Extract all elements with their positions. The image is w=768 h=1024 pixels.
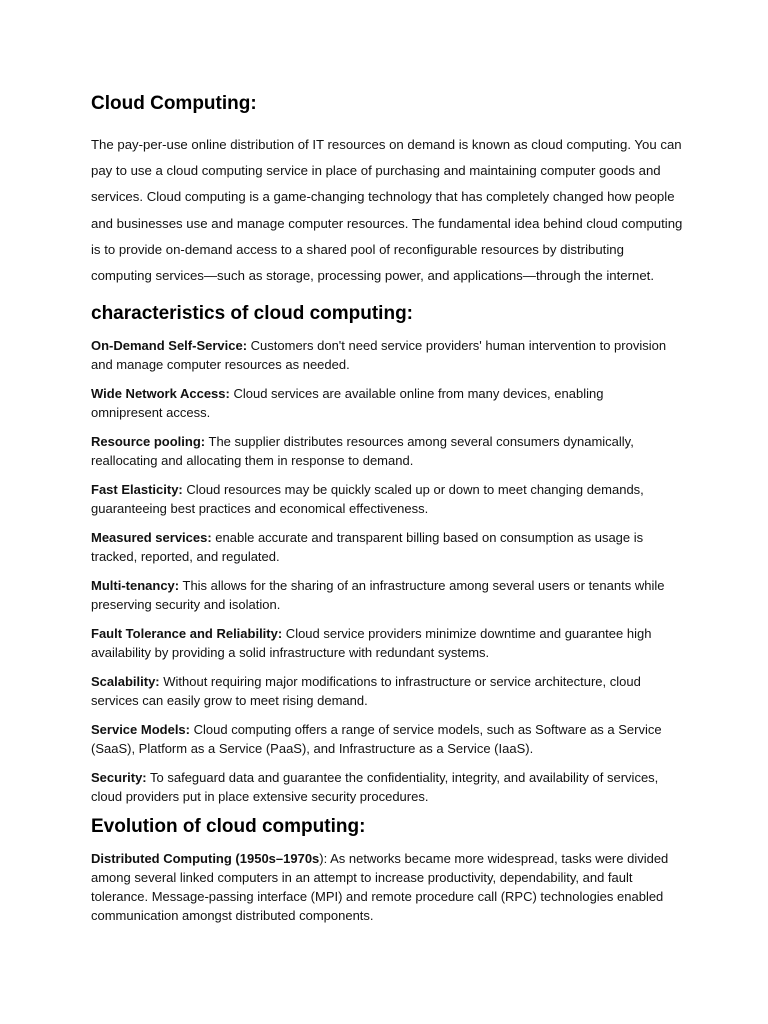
item-term: Distributed Computing (1950s–1970s xyxy=(91,851,320,866)
list-item xyxy=(91,336,671,374)
item-term: Fast Elasticity: xyxy=(91,482,183,497)
item-text: enable accurate and transparent billing based on consumption as usage is tracked, reported, and regulated. xyxy=(91,530,644,564)
item-term: Measured services: xyxy=(91,530,212,545)
item-text: Customers don't need service providers' human intervention to provision and manage computer resources as needed. xyxy=(91,338,667,372)
intro-paragraph: The pay-per-use online distribution of IT resources on demand is known as cloud computing. You can pay to use a cloud computing service in place of purchasing and maintaining computer goods and services. Cloud computing is a game-changing technology that has completely changed how people and businesses use and manage computer resources. The fundamental idea behind cloud computing is to provide on-demand access to a shared pool of reconfigurable resources by distributing computing services—such as storage, processing power, and applications—through the internet. xyxy=(91,137,683,284)
section-heading-evolution: Evolution of cloud computing: xyxy=(91,816,366,837)
list-item xyxy=(91,768,671,806)
evolution-list xyxy=(91,849,671,935)
item-text: ): As networks became more widespread, tasks were divided among several linked computers in an attempt to increase productivity, dependability, and fault tolerance. Message-passing interface (MPI) and remote procedure call (RPC) technologies enabled communication amongst distributed components. xyxy=(91,851,669,923)
item-term: Security: xyxy=(91,770,147,785)
list-item xyxy=(91,384,671,422)
item-term: Resource pooling: xyxy=(91,434,206,449)
item-text: The supplier distributes resources among several consumers dynamically, reallocating and allocating them in response to demand. xyxy=(91,434,634,468)
section-heading-characteristics: characteristics of cloud computing: xyxy=(91,303,413,324)
item-text: To safeguard data and guarantee the confidentiality, integrity, and availability of services, cloud providers put in place extensive security procedures. xyxy=(91,770,659,804)
list-item xyxy=(91,528,671,566)
characteristics-list xyxy=(91,336,671,816)
item-term: Fault Tolerance and Reliability: xyxy=(91,626,283,641)
list-item xyxy=(91,672,671,710)
item-term: On-Demand Self-Service: xyxy=(91,338,248,353)
item-term: Scalability: xyxy=(91,674,160,689)
item-text: Cloud resources may be quickly scaled up or down to meet changing demands, guaranteeing best practices and economical effectiveness. xyxy=(91,482,644,516)
list-item xyxy=(91,432,671,470)
item-term: Multi-tenancy: xyxy=(91,578,180,593)
item-text: Cloud service providers minimize downtime and guarantee high availability by providing a solid infrastructure with redundant systems. xyxy=(91,626,652,660)
section-heading-cloud-computing: Cloud Computing: xyxy=(91,93,257,114)
item-text: Cloud computing offers a range of service models, such as Software as a Service (SaaS), Platform as a Service (PaaS), and Infrastructure as a Service (IaaS). xyxy=(91,722,662,756)
list-item xyxy=(91,720,671,758)
item-term: Service Models: xyxy=(91,722,190,737)
list-item xyxy=(91,624,671,662)
item-text: This allows for the sharing of an infrastructure among several users or tenants while preserving security and isolation. xyxy=(91,578,665,612)
item-text: Cloud services are available online from many devices, enabling omnipresent access. xyxy=(91,386,604,420)
list-item xyxy=(91,576,671,614)
list-item xyxy=(91,849,671,925)
list-item xyxy=(91,480,671,518)
item-text: Without requiring major modifications to infrastructure or service architecture, cloud services can easily grow to meet rising demand. xyxy=(91,674,641,708)
item-term: Wide Network Access: xyxy=(91,386,230,401)
